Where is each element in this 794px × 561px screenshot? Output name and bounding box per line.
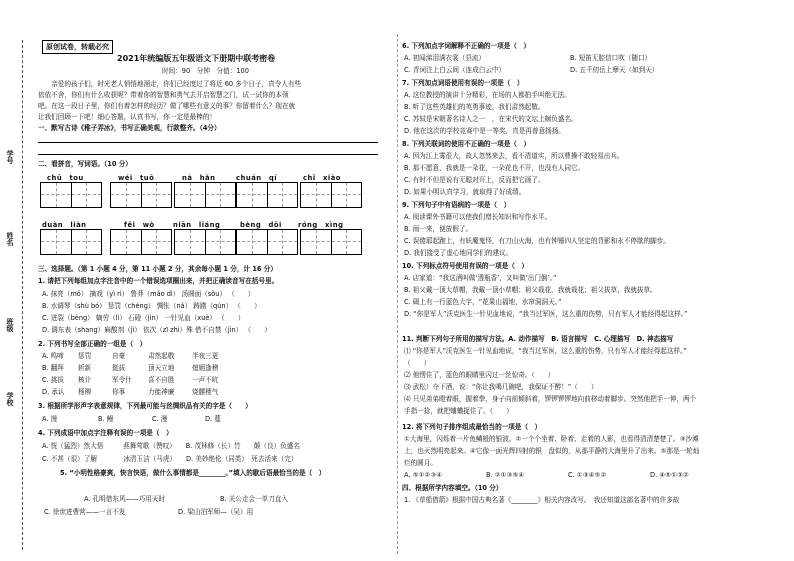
intro-line: 依依不舍，你们有什么收获呢？带着你的智慧和勇气去开启智慧之门，试一试你的本领 xyxy=(38,91,289,99)
section-1-title: 一、默写古诗《稚子弄冰》，书写正确美观，行款整齐。（4分） xyxy=(38,124,221,132)
question: 11. 判断下列句子所用的描写方法。A. 动作描写 B. 语言描写 C. 心理描写 D. 神态描写 xyxy=(402,335,674,343)
option[interactable]: C. 徐庶进曹营——一言不发 xyxy=(44,508,126,516)
sub-question: 手指一捻，就把蛐蛐捉住了。（ ） xyxy=(404,407,513,415)
binding-label-class: 班级 xyxy=(6,318,14,332)
option[interactable]: D. 我们接受了虚心地同学们的建议。 xyxy=(404,249,513,257)
option-row: D. 调东表（shang）麻酸剂（jì） 依次（zī zhì）殊 借不自禁（jìn） （ ） xyxy=(42,326,271,334)
option[interactable]: A. 这位教授的演讲十分精彩，在场的人都拍手叫绝无法。 xyxy=(404,91,571,99)
option[interactable]: C. ①③④⑤② xyxy=(568,471,607,479)
option[interactable]: B. 听了这些英雄们的英勇事迹，我们肃然起敬。 xyxy=(404,103,545,111)
option[interactable]: D. 梁山泊军师—（吴）用 xyxy=(178,508,254,516)
section-4-title: 四、根据所学内容填空。（10 分） xyxy=(402,484,503,492)
question: 10. 下列标点符号使用有误的一项是（ ） xyxy=(402,262,529,270)
grid-cell: A. 鸣啼 xyxy=(42,352,64,360)
section-3-title: 三、选择题。（第 1 小题 4 分，第 11 小题 2 分，其余每小题 1 分，计 16 分） xyxy=(38,265,277,273)
passage-line: ①大海里，闪烁着一片鱼鳞般的银波。②一个个坐着、卧着、走着的人影，也看得清清楚楚了。③沙滩 xyxy=(404,435,699,443)
binding-label-id: 学号 xyxy=(6,150,14,164)
option-row: B. 水调琴（shù bó） 惩罚（chéng） 惆怅（nǎ） 踌躇（qún） （ ） xyxy=(42,302,261,310)
writing-box[interactable] xyxy=(40,182,102,208)
option[interactable]: B. 关公走会一单刀直入 xyxy=(220,495,289,503)
option[interactable]: D. “你是军人”沃克医生一针见血地说，“我当过军医，这么重的伤势，只有军人才能经得起这样。” xyxy=(404,310,688,318)
question: 7. 下列加点词语使用有误的一项是（ ） xyxy=(402,79,524,87)
option[interactable]: A. 店家道：“我这酒叫做‘透瓶香’，又叫做‘出门倒’。” xyxy=(404,274,557,282)
binding-label-school: 学校 xyxy=(6,392,14,406)
option[interactable]: C. 有时不但是说有无聪对开上，反而把它画了。 xyxy=(404,176,545,184)
fill-question: 1. 《草船借箭》根据中国古典名著《________》相关内容改写。 我还知道这部名著中的许多故 xyxy=(404,496,680,504)
option[interactable]: D. 蔓 xyxy=(205,415,221,423)
writing-box[interactable] xyxy=(236,229,298,255)
pinyin: nà hǎn xyxy=(182,174,216,182)
writing-box[interactable] xyxy=(110,182,172,208)
option[interactable]: B. 鳗 xyxy=(98,415,114,423)
option[interactable]: C. 碣上有一行蓝色大字，“花果山福地，水帘洞洞天。” xyxy=(404,298,562,306)
question: 12. 将下列句子排序组成最恰当的一项是（ ） xyxy=(402,423,542,431)
option[interactable]: C. 青词注上白云间（连成白云中） xyxy=(404,66,506,74)
sub-question: ⑴ “你是军人”沃克医生一针见血地说，“我当过军医，这么重的伤势，只有军人才能经得起这样。” xyxy=(404,347,687,355)
grid-cell: 一声不吭 xyxy=(192,376,219,384)
section-2-title: 二、看拼音，写词语。（10 分） xyxy=(38,160,132,168)
option-row: A. 抹亮（mǒ） 摘戏（yì rì） 鲁莽（mǎo dì） 汤圆面（sǒu） （ ） xyxy=(42,290,255,298)
option[interactable]: C. 误傻耶起跑上，有妖魔鬼怪，有刀山火海，也有钟锤四人坚定的背影和永不停歇的脚步。 xyxy=(404,237,670,245)
grid-cell: 烧腰梗气 xyxy=(192,388,219,396)
option[interactable]: A. ⑤①②③④ xyxy=(404,471,443,479)
pinyin: chǐ xiào xyxy=(303,174,341,182)
option[interactable]: D. ④⑤①③② xyxy=(650,471,689,479)
intro-line: 让我们回顾一下吧！细心答题，认真书写，你一定是最棒的！ xyxy=(38,113,217,121)
writing-box[interactable] xyxy=(300,229,362,255)
writing-box[interactable] xyxy=(236,182,298,208)
option[interactable]: D. 五千仞岳上摩天（如到天） xyxy=(570,66,659,74)
grid-cell: 自豪 xyxy=(112,352,126,360)
pinyin: chū tou xyxy=(47,174,84,182)
pinyin: róng xìng xyxy=(298,221,344,229)
option[interactable]: B. 那不愿意，我就是一朵花，一朵花也不开，也没有人同它。 xyxy=(404,164,585,172)
grid-cell: 军令什 xyxy=(112,376,132,384)
writing-box[interactable] xyxy=(300,182,362,208)
answer-line[interactable] xyxy=(38,142,378,143)
grid-cell: 挺拔 xyxy=(112,364,126,372)
exam-meta: 时间：90 分钟 分值：100 xyxy=(162,67,249,75)
page-title: 2021年统编版五年级语文下册期中联考密卷 xyxy=(117,54,276,63)
passage-line: 上，也灭然明亮起来。④它像一面光辉四射的银 盘似的，从那平静的大海里升了出来。⑤那是一轮灿 xyxy=(404,447,700,455)
option[interactable]: D. 如果小明认真学习，就取得了好成绩。 xyxy=(404,188,526,196)
grid-cell: B. 翻拜 xyxy=(42,364,64,372)
question: 1. 请把下列每组加点字注音中的一个错误选项圈出来，并把正确读音写在括号里。 xyxy=(38,277,279,285)
option[interactable]: C. 苏轼是宋朝著名诗人之一 ，在宋代的文坛上颇负盛名。 xyxy=(404,115,578,123)
question: 3. 根据所学形声字表意规律，下列最可能与丝绸织品有关的字是（ ） xyxy=(38,402,252,410)
binding-label-name: 姓名 xyxy=(6,232,14,246)
writing-box[interactable] xyxy=(110,229,172,255)
grid-cell: 顶天立地 xyxy=(148,364,175,372)
option[interactable]: B. 祖父戴一顶大草帽，我戴一顶小草帽；祖父栽花，我就栽花；祖父拔草，我就拔草。 xyxy=(404,286,657,294)
intro-line: 亲爱的孩子们，时光老人悄悄地溜走，你们已经度过了将近 60 多个日子，真令人有些 xyxy=(38,80,302,88)
option-row: C. 迸裂（bèng） 嫡劳（lì） 石磴（jìn） 一针见血（xuè） （ ） xyxy=(42,314,245,322)
fold-line xyxy=(22,40,23,550)
pinyin: fěi wò xyxy=(124,221,155,229)
option[interactable]: C. 漫 xyxy=(152,415,168,423)
question: 4. 下列成语中加点字注释有误的一项是（ ） xyxy=(38,429,173,437)
pinyin: niān liáng xyxy=(173,221,221,229)
question: 6. 下列加点字词解释不正确的一项是（ ） xyxy=(402,42,531,50)
question: 9. 下列句子中有语病的一项是（ ） xyxy=(402,201,511,209)
grid-cell: C. 挑拔 xyxy=(42,376,64,384)
option[interactable]: A. 孔明借东风——巧用天时 xyxy=(84,495,166,503)
grid-cell: 熄姻逢稽 xyxy=(192,364,219,372)
option[interactable]: D. 他在这次的学校竞赛中是一等奖，真是再普意扬扬。 xyxy=(404,127,565,135)
option[interactable]: B. ②①③⑤④ xyxy=(486,471,525,479)
grid-cell: 半夜三更 xyxy=(192,352,219,360)
sub-question: （ ） xyxy=(404,359,431,367)
option-row: C. 不甚（很）了解 冰清玉洁（马虎） D. 美妙绝伦（同类） 死去活来（完） xyxy=(42,455,298,463)
grid-cell: 斩新 xyxy=(78,364,92,372)
option[interactable]: A. 馒 xyxy=(42,415,58,423)
sub-question: ⑵ 他愣住了，蓝色的眼睛里闪过一丝惊奇。（ ） xyxy=(404,371,555,379)
passage-line: 烂的圆月。 xyxy=(404,459,437,467)
writing-box[interactable] xyxy=(174,229,236,255)
option[interactable]: B. 短笛无腔信口吹（随口） xyxy=(570,54,652,62)
writing-box[interactable] xyxy=(174,182,236,208)
pinyin: duàn liàn xyxy=(42,221,87,229)
question: 5. “小明性格豪爽，快言快语，做什么事情都是________。”填入的歇后语最恰当的是（ ） xyxy=(60,469,326,477)
answer-line[interactable] xyxy=(38,154,378,155)
option[interactable]: A. 因为江上雾很大，故人忽然来去，看不清道实，所以曹操不敢轻易出兵。 xyxy=(404,152,624,160)
question: 2. 下列书写全部正确的一组是（ ） xyxy=(38,340,147,348)
grid-cell: D. 承认 xyxy=(42,388,65,396)
grid-cell: 肃然起敬 xyxy=(148,352,175,360)
sub-question: ⑶ 武松）夺下酒，说：“你让我喝几碗吧，我保证不醉！”（ ） xyxy=(404,383,598,391)
option[interactable]: A. 阅读课外书籍可以使我们增长知识和写作水平。 xyxy=(404,213,552,221)
option[interactable]: B. 雨一来，便放假了。 xyxy=(404,225,473,233)
option[interactable]: A. 初闻涕泪满衣裳（县流） xyxy=(404,54,486,62)
pinyin: wéi tuō xyxy=(118,174,155,182)
grid-cell: 核计 xyxy=(78,376,92,384)
pinyin: chuán qí xyxy=(236,174,278,182)
option-row: A. 恍（猛烈）然大悟 燕舞莺歌（赞叹） B. 茂林修（长）竹 颠（良）负盛名 xyxy=(42,442,300,450)
grid-cell: 力能神廉 xyxy=(148,388,175,396)
question: 8. 下列关联词的使用不正确的一项是（ ） xyxy=(402,140,531,148)
pinyin: bèng dōi xyxy=(240,221,282,229)
grid-cell: 你事 xyxy=(112,388,126,396)
writing-box[interactable] xyxy=(40,229,102,255)
sub-question: ⑷ 只见弟弟瞪着眼，握着拳，身子向前倾斜着，锣锣锣锣地向前移动着脚步。突然他把手一伸，两个 xyxy=(404,395,697,403)
intro-line: 吧。在这一段日子里，你们有着怎样的经历？做了哪些有意义的事？你留着什么？现在就 xyxy=(38,102,296,110)
grid-cell: 喜不自胜 xyxy=(148,376,175,384)
column-divider xyxy=(397,34,398,554)
copyright-stamp: 原创试卷，转载必究 xyxy=(42,40,113,54)
grid-cell: 惩罚 xyxy=(78,352,92,360)
grid-cell: 杨柳 xyxy=(78,388,92,396)
